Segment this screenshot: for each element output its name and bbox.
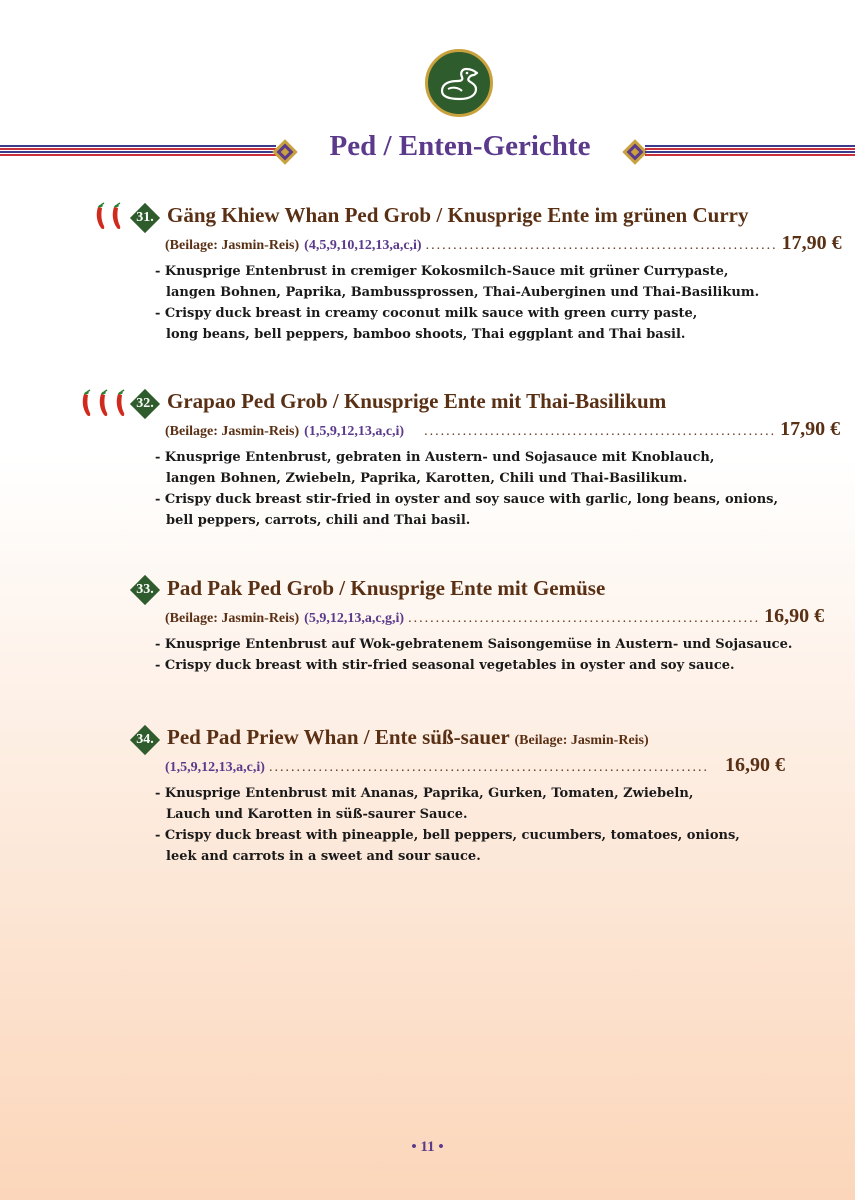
leader-dots: ................................................................ bbox=[424, 424, 777, 439]
dish-description: - Knusprige Entenbrust auf Wok-gebratenem Saisongemüse in Austern- und Sojasauce. - Crispy duck breast with stir-fried seasonal vegetables in oyster and soy sauce. bbox=[155, 637, 793, 673]
item-number-badge: 31. bbox=[132, 205, 158, 231]
price: 16,90 € bbox=[725, 754, 785, 776]
page-title: Ped / Enten-Gerichte bbox=[329, 130, 591, 162]
price: 17,90 € bbox=[780, 418, 841, 440]
side-price-line bbox=[165, 418, 841, 441]
allergen-codes: (1,5,9,12,13,a,c,i) bbox=[304, 424, 405, 439]
side-price-line bbox=[165, 605, 825, 628]
item-number-badge: 34. bbox=[132, 727, 158, 753]
side-dish: (Beilage: Jasmin-Reis) bbox=[514, 733, 649, 748]
price: 17,90 € bbox=[781, 232, 842, 254]
dish-description: - Knusprige Entenbrust, gebraten in Austern- und Sojasauce mit Knoblauch, langen Bohnen, Zwiebeln, Paprika, Karotten, Chili und Thai-Basilikum. - Crispy duck breast stir-fried in oyster and soy sauce with garlic, long beans, onions, bell peppers, carrots, chili and Thai basil. bbox=[155, 450, 778, 528]
side-dish: (Beilage: Jasmin-Reis) bbox=[165, 238, 300, 253]
chili-icon bbox=[112, 390, 128, 418]
side-price-line bbox=[165, 232, 842, 255]
dish-name: Ped Pad Priew Whan / Ente süß-sauer (Beilage: Jasmin-Reis) bbox=[167, 725, 649, 749]
dish-description: - Knusprige Entenbrust mit Ananas, Paprika, Gurken, Tomaten, Zwiebeln, Lauch und Karotten in süß-saurer Sauce. - Crispy duck breast with pineapple, bell peppers, cucumbers, tomatoes, onions, leek and carrots in a sweet and sour sauce. bbox=[155, 786, 740, 864]
dish-name: Grapao Ped Grob / Knusprige Ente mit Thai-Basilikum bbox=[167, 389, 667, 413]
leader-dots: ................................................................ bbox=[425, 238, 778, 253]
item-number-badge: 33. bbox=[132, 577, 158, 603]
page-number: • 11 • bbox=[411, 1139, 444, 1155]
dish-name: Pad Pak Ped Grob / Knusprige Ente mit Gemüse bbox=[167, 576, 606, 600]
chili-icon bbox=[78, 390, 94, 418]
side-dish: (Beilage: Jasmin-Reis) bbox=[165, 611, 300, 626]
chili-icon bbox=[108, 203, 124, 231]
chili-icon bbox=[95, 390, 111, 418]
leader-dots: ................................................................ bbox=[408, 611, 761, 626]
leader-dots: ................................................................................ bbox=[268, 760, 709, 775]
duck-logo-icon bbox=[425, 49, 493, 117]
dish-name: Gäng Khiew Whan Ped Grob / Knusprige Ente im grünen Curry bbox=[167, 203, 749, 227]
item-number-badge: 32. bbox=[132, 391, 158, 417]
title-stripes-left bbox=[0, 145, 276, 159]
diamond-ornament-icon bbox=[272, 139, 298, 165]
price: 16,90 € bbox=[764, 605, 825, 627]
title-stripes-right bbox=[645, 145, 855, 159]
side-price-line bbox=[165, 754, 785, 777]
allergen-codes: (1,5,9,12,13,a,c,i) bbox=[165, 760, 265, 775]
allergen-codes: (4,5,9,10,12,13,a,c,i) bbox=[304, 238, 422, 253]
chili-icon bbox=[92, 203, 108, 231]
allergen-codes: (5,9,12,13,a,c,g,i) bbox=[304, 611, 405, 626]
side-dish: (Beilage: Jasmin-Reis) bbox=[165, 424, 300, 439]
dish-description: - Knusprige Entenbrust in cremiger Kokosmilch-Sauce mit grüner Currypaste, langen Bohnen, Paprika, Bambussprossen, Thai-Auberginen und Thai-Basilikum. - Crispy duck breast in creamy coconut milk sauce with green curry paste, long beans, bell peppers, bamboo shoots, Thai eggplant and Thai basil. bbox=[155, 264, 760, 342]
